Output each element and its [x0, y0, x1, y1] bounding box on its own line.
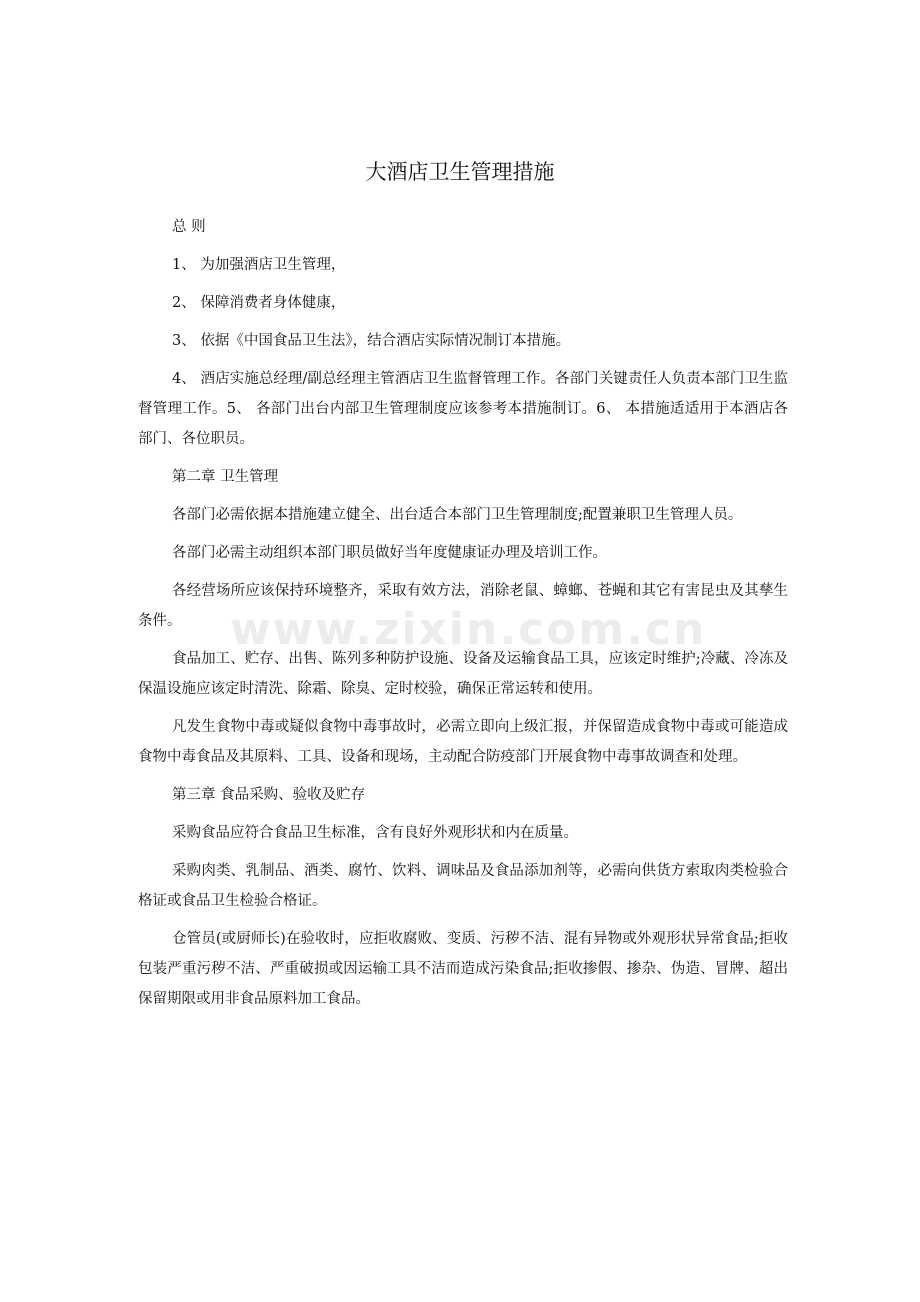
- paragraph: 凡发生食物中毒或疑似食物中毒事故时，必需立即向上级汇报，并保留造成食物中毒或可能造成食物中毒食品及其原料、工具、设备和现场，主动配合防疫部门开展食物中毒事故调查和处理。: [138, 719, 788, 765]
- paragraph: 采购肉类、乳制品、酒类、腐竹、饮料、调味品及食品添加剂等，必需向供货方索取肉类检验合格证或食品卫生检验合格证。: [138, 863, 788, 909]
- document-body: [138, 212, 788, 1022]
- watermark: www.zixin.com.cn: [230, 604, 707, 655]
- paragraph: 食品加工、贮存、出售、陈列多种防护设施、设备及运输食品工具，应该定时维护;冷藏、冷冻及保温设施应该定时清洗、除霜、除臭、定时校验，确保正常运转和使用。: [138, 651, 788, 697]
- list-item: 4、 酒店实施总经理/副总经理主管酒店卫生监督管理工作。各部门关键责任人负责本部门卫生监督管理工作。5、 各部门出台内部卫生管理制度应该参考本措施制订。6、 本措施适适用于本酒店各部门、各位职员。: [138, 371, 788, 447]
- paragraph: 各部门必需主动组织本部门职员做好当年度健康证办理及培训工作。: [172, 545, 607, 561]
- section-heading-chapter-2: 第二章 卫生管理: [172, 469, 279, 485]
- paragraph: 仓管员(或厨师长)在验收时，应拒收腐败、变质、污秽不洁、混有异物或外观形状异常食品;拒收包装严重污秽不洁、严重破损或因运输工具不洁而造成污染食品;拒收掺假、掺杂、伪造、冒牌、超出保留期限或用非食品原料加工食品。: [138, 931, 788, 1007]
- section-heading-chapter-3: 第三章 食品采购、验收及贮存: [172, 787, 366, 803]
- paragraph: 采购食品应符合食品卫生标准，含有良好外观形状和内在质量。: [172, 825, 578, 841]
- paragraph: 各经营场所应该保持环境整齐，采取有效方法，消除老鼠、蟑螂、苍蝇和其它有害昆虫及其孳生条件。: [138, 583, 788, 629]
- document-title: 大酒店卫生管理措施: [365, 160, 555, 184]
- list-item: 3、 依据《中国食品卫生法》，结合酒店实际情况制订本措施。: [172, 333, 571, 349]
- list-item: 2、 保障消费者身体健康，: [172, 295, 346, 311]
- section-heading-general: 总 则: [172, 219, 206, 235]
- list-item: 1、 为加强酒店卫生管理，: [172, 257, 346, 273]
- paragraph: 各部门必需依据本措施建立健全、出台适合本部门卫生管理制度;配置兼职卫生管理人员。: [172, 507, 743, 523]
